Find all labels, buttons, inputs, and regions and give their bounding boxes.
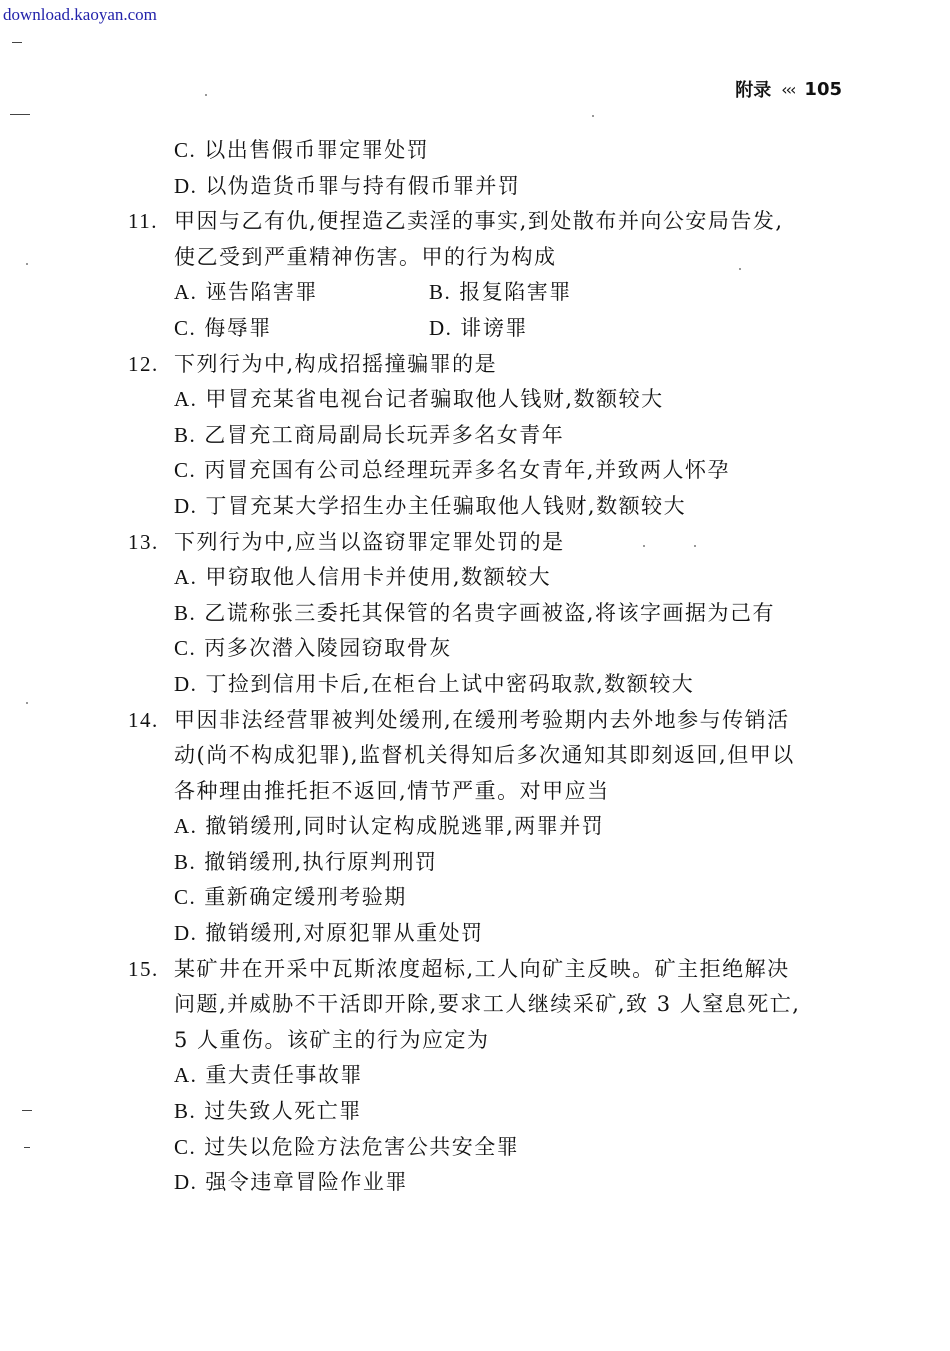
option-label: D. — [174, 1170, 198, 1195]
question-number — [128, 1023, 174, 1059]
option-text: 侮辱罪 — [204, 315, 272, 340]
option-text: 撤销缓刑,执行原判刑罚 — [204, 849, 438, 874]
option-line — [128, 169, 858, 205]
option-label: A. — [174, 1063, 198, 1088]
option-line — [128, 667, 858, 703]
watermark-url: download.kaoyan.com — [3, 5, 157, 24]
running-head — [735, 76, 842, 102]
question-stem-text: 5 人重伤。该矿主的行为应定为 — [174, 1027, 490, 1052]
option-label: A. — [174, 387, 198, 412]
option-line — [128, 382, 858, 418]
question-stem-line — [128, 952, 858, 988]
question-stem-text: 问题,并威胁不干活即开除,要求工人继续采矿,致 3 人窒息死亡, — [174, 992, 801, 1017]
option-row — [128, 275, 858, 311]
page-number: 105 — [804, 78, 842, 100]
question-stem-text: 动(尚不构成犯罪),监督机关得知后多次通知其即刻返回,但甲以 — [174, 743, 795, 768]
option-text: 乙谎称张三委托其保管的名贵字画被盗,将该字画据为己有 — [204, 600, 775, 625]
margin-mark — [22, 1110, 32, 1111]
question-number: 13. — [128, 529, 159, 554]
scan-speck — [26, 702, 28, 704]
option-line — [128, 489, 858, 525]
question-stem-text: 某矿井在开采中瓦斯浓度超标,工人向矿主反映。矿主拒绝解决 — [174, 956, 790, 981]
question-stem-line — [128, 738, 858, 774]
question-stem-text: 各种理由推托拒不返回,情节严重。对甲应当 — [174, 778, 610, 803]
option-text: 报复陷害罪 — [459, 280, 572, 305]
question-stem-text: 下列行为中,构成招摇撞骗罪的是 — [174, 351, 498, 376]
option-label: B. — [174, 422, 197, 447]
option-line — [128, 1058, 858, 1094]
option-row — [128, 311, 858, 347]
option-line — [128, 133, 858, 169]
scan-speck — [592, 115, 594, 117]
scan-speck — [26, 263, 28, 265]
question-stem-line — [128, 347, 858, 383]
question-number: 15. — [128, 956, 159, 981]
option-text: 以出售假币罪定罪处罚 — [204, 138, 430, 162]
option-line — [128, 418, 858, 454]
option-label: C. — [174, 885, 197, 910]
option-text: 重大责任事故罪 — [205, 1063, 363, 1088]
option-text: 过失以危险方法危害公共安全罪 — [204, 1134, 520, 1159]
option-label: D. — [174, 671, 198, 696]
question-stem-line — [128, 703, 858, 739]
option-text: 撤销缓刑,对原犯罪从重处罚 — [205, 921, 484, 946]
question-stem-text: 甲因非法经营罪被判处缓刑,在缓刑考验期内去外地参与传销活 — [174, 707, 790, 732]
question-stem-line — [128, 525, 858, 561]
option-text: 丁冒充某大学招生办主任骗取他人钱财,数额较大 — [205, 493, 687, 518]
question-stem-line — [128, 240, 858, 276]
option-text: 丙冒充国有公司总经理玩弄多名女青年,并致两人怀孕 — [204, 458, 730, 483]
option-label: B. — [174, 1099, 197, 1124]
question-stem-text: 使乙受到严重精神伤害。甲的行为构成 — [174, 244, 557, 269]
question-stem-line — [128, 204, 858, 240]
option-line — [128, 809, 858, 845]
option-line — [128, 560, 858, 596]
question-number: 11. — [128, 209, 158, 234]
option-label: C. — [174, 636, 197, 661]
section-title: 附录 — [735, 80, 772, 101]
question-list — [128, 133, 858, 1201]
option-text: 撤销缓刑,同时认定构成脱逃罪,两罪并罚 — [205, 814, 605, 839]
option-line — [429, 311, 684, 347]
option-label: C. — [174, 458, 197, 483]
option-line — [128, 916, 858, 952]
scan-speck — [205, 94, 207, 96]
margin-mark — [24, 1147, 30, 1148]
question-number — [128, 774, 174, 810]
option-label: B. — [174, 849, 197, 874]
option-line — [128, 631, 858, 667]
option-text: 乙冒充工商局副局长玩弄多名女青年 — [204, 422, 565, 447]
margin-mark — [12, 42, 22, 43]
option-label: A. — [174, 565, 198, 590]
question-number: 14. — [128, 707, 159, 732]
option-text: 重新确定缓刑考验期 — [204, 885, 407, 910]
question-number — [128, 240, 174, 276]
option-label: B. — [429, 280, 452, 305]
option-label: D. — [174, 173, 198, 198]
option-label: B. — [174, 600, 197, 625]
question-stem-text: 甲因与乙有仇,便捏造乙卖淫的事实,到处散布并向公安局告发, — [174, 209, 784, 234]
question-number — [128, 738, 174, 774]
option-text: 以伪造货币罪与持有假币罪并罚 — [205, 173, 521, 198]
chevrons-icon: ‹‹‹ — [781, 79, 795, 99]
option-line — [128, 453, 858, 489]
option-text: 甲冒充某省电视台记者骗取他人钱财,数额较大 — [205, 387, 664, 412]
option-line — [128, 845, 858, 881]
question-number: 12. — [128, 351, 159, 376]
option-label: C. — [174, 315, 197, 340]
option-line — [128, 880, 858, 916]
option-text: 甲窃取他人信用卡并使用,数额较大 — [205, 565, 552, 590]
option-label: A. — [174, 280, 198, 305]
option-line — [429, 275, 684, 311]
option-label: D. — [429, 315, 453, 340]
option-text: 诽谤罪 — [460, 315, 528, 340]
option-line — [128, 1094, 858, 1130]
option-text: 过失致人死亡罪 — [204, 1099, 362, 1124]
option-text: 丙多次潜入陵园窃取骨灰 — [204, 636, 452, 661]
option-line — [128, 1130, 858, 1166]
option-line — [128, 1165, 858, 1201]
question-number — [128, 987, 174, 1023]
question-stem-line — [128, 1023, 858, 1059]
option-text: 诬告陷害罪 — [205, 280, 318, 305]
option-label: C. — [174, 1134, 197, 1159]
question-stem-text: 下列行为中,应当以盗窃罪定罪处罚的是 — [174, 529, 565, 554]
margin-mark — [10, 114, 30, 115]
option-text: 丁捡到信用卡后,在柜台上试中密码取款,数额较大 — [205, 671, 695, 696]
option-line — [174, 275, 429, 311]
option-line — [128, 596, 858, 632]
question-stem-line — [128, 987, 858, 1023]
question-stem-line — [128, 774, 858, 810]
option-label: D. — [174, 921, 198, 946]
option-text: 强令违章冒险作业罪 — [205, 1170, 408, 1195]
option-label: D. — [174, 493, 198, 518]
option-label: A. — [174, 814, 198, 839]
option-line — [174, 311, 429, 347]
option-label: C. — [174, 138, 197, 162]
